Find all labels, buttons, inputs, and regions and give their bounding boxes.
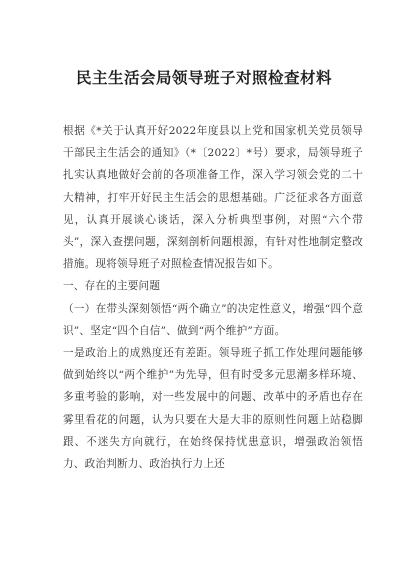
- document-title: 民主生活会局领导班子对照检查材料: [75, 69, 332, 87]
- subsection-heading-1: （一）在带头深刻领悟“两个确立”的决定性意义，增强“四个意识”、坚定“四个自信”、做到“两个维护”方面。: [63, 302, 363, 337]
- body-paragraph-political-maturity: 一是政治上的成熟度还有差距。领导班子抓工作处理问题能够做到始终以“两个维护”为先导，但有时受多元思潮多样环境、多重考验的影响，对一些发展中的问题、改革中的矛盾也存在雾里看花的问题，认为只要在大是大非的原则性问题上站稳脚跟、不迷失方向就行，在始终保持忧患意识，增强政治领悟力、政治判断力、政治执行力上还: [63, 347, 363, 471]
- document-body: [63, 120, 363, 475]
- intro-paragraph: 根据《*关于认真开好2022年度县以上党和国家机关党员领导干部民主生活会的通知》（*〔2022〕*号）要求，局领导班子扎实认真地做好会前的各项准备工作，深入学习领会党的二十大精神，打牢开好民主生活会的思想基础。广泛征求各方面意见，认真开展谈心谈话，深入分析典型事例，对照“六个带头”，深入查摆问题，深刻剖析问题根源，有针对性地制定整改措施。现将领导班子对照检查情况报告如下。: [63, 125, 363, 271]
- section-heading-main-problems: 一、存在的主要问题: [63, 280, 161, 293]
